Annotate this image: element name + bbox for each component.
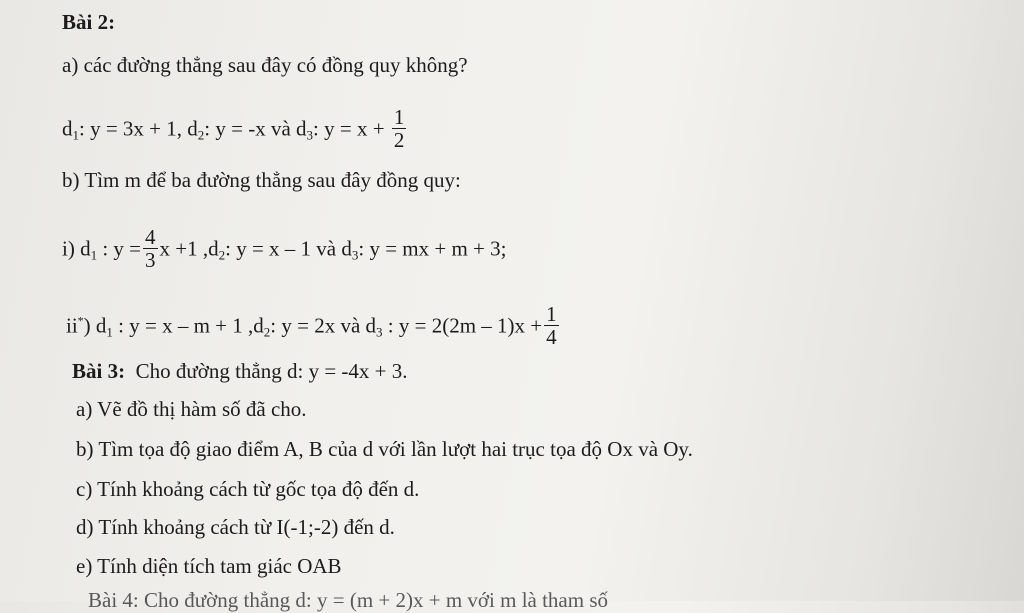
ii-prefix: ii <box>66 313 78 338</box>
bai2-a-equations <box>62 105 408 153</box>
bai2-question-b: b) Tìm m để ba đường thẳng sau đây đồng quy: <box>62 168 461 192</box>
d3-eq: : y = x + <box>313 116 390 141</box>
i-d2-sub: 2 <box>218 247 226 263</box>
bai4-cut-line: Bài 4: Cho đường thẳng d: y = (m + 2)x + m với m là tham số <box>88 588 609 612</box>
fraction-four-thirds <box>143 226 158 271</box>
i-d3-eq: : y = mx + m + 3; <box>358 236 507 261</box>
bai2-title: Bài 2: <box>62 10 116 34</box>
i-after-frac: x +1 ,d <box>159 236 219 261</box>
ii-d2-eq: : y = 2x và d <box>270 313 377 338</box>
ii-star: * <box>77 313 84 328</box>
d2-sub: 2 <box>197 127 205 143</box>
bai3-item-d: d) Tính khoảng cách từ I(-1;-2) đến d. <box>76 515 395 539</box>
ii-d1-eq: : y = x – m + 1 ,d <box>112 313 264 338</box>
fraction-one-quarter <box>544 303 559 348</box>
d1-label: d <box>62 116 73 141</box>
i-d1-sub: 1 <box>90 247 98 263</box>
ii-d3-sub: 3 <box>376 324 383 340</box>
ii-d1-sub: 1 <box>106 324 113 340</box>
ii-frac-den: 4 <box>546 325 557 349</box>
d2-eq: : y = -x và d <box>204 116 307 141</box>
bai3-item-a: a) Vẽ đồ thị hàm số đã cho. <box>76 397 307 421</box>
bai3-title: Bài 3: <box>72 359 126 383</box>
d1-eq: : y = 3x + 1, d <box>79 116 198 141</box>
bai3-item-b: b) Tìm tọa độ giao điểm A, B của d với lần lượt hai trục tọa độ Ox và Oy. <box>76 437 693 461</box>
i-d3-sub: 3 <box>351 247 359 263</box>
i-prefix: i) d <box>62 236 91 261</box>
bai2-question-a: a) các đường thẳng sau đây có đồng quy không? <box>62 53 468 77</box>
bai3-item-e: e) Tính diện tích tam giác OAB <box>76 554 342 578</box>
i-frac-den: 3 <box>145 248 156 272</box>
ii-d2-sub: 2 <box>263 324 271 340</box>
i-d1-eq: : y = <box>97 236 142 261</box>
frac-num: 1 <box>393 105 405 129</box>
bai3-header <box>72 361 408 382</box>
i-frac-num: 4 <box>145 225 156 249</box>
ii-frac-num: 1 <box>546 302 557 326</box>
ii-d3-eq: : y = 2(2m – 1)x + <box>382 313 543 338</box>
ii-after: ) d <box>83 313 107 338</box>
d1-sub: 1 <box>72 127 79 143</box>
d3-sub: 3 <box>306 127 314 143</box>
bai3-item-c: c) Tính khoảng cách từ gốc tọa độ đến d. <box>76 477 420 501</box>
frac-den: 2 <box>393 128 405 152</box>
i-d2-eq: : y = x – 1 và d <box>225 236 352 261</box>
bai3-intro: Cho đường thẳng d: y = -4x + 3. <box>135 359 408 383</box>
fraction-one-half <box>392 106 407 151</box>
bai2-b-i <box>62 225 507 273</box>
bai2-b-ii <box>66 302 561 350</box>
